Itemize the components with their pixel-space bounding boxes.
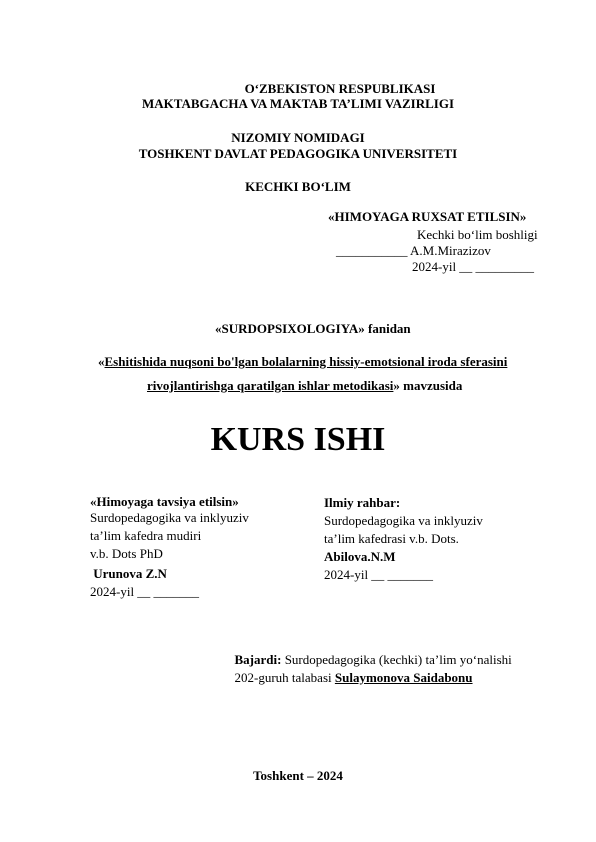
document-title: KURS ISHI <box>210 421 386 458</box>
named-after-heading: NIZOMIY NOMIDAGI <box>231 130 365 145</box>
topic-title-part-1: Eshitishida nuqsoni bo'lgan bolalarning hissiy-emotsional iroda sferasini <box>104 354 508 369</box>
supervisor-title: Ilmiy rahbar: <box>324 495 401 510</box>
topic-suffix: » mavzusida <box>393 378 463 393</box>
approval-signature-line: ___________ A.M.Mirazizov <box>336 243 491 258</box>
recommendation-line-2: ta’lim kafedra mudiri <box>90 528 202 543</box>
recommendation-line-1: Surdopedagogika va inklyuziv <box>90 510 249 525</box>
supervisor-line-1: Surdopedagogika va inklyuziv <box>324 513 483 528</box>
topic-title-part-2: rivojlantirishga qaratilgan ishlar metodikasi <box>147 378 394 393</box>
approval-title: «HIMOYAGA RUXSAT ETILSIN» <box>328 209 527 224</box>
department-heading: KECHKI BO‘LIM <box>245 179 351 194</box>
university-heading: TOSHKENT DAVLAT PEDAGOGIKA UNIVERSITETI <box>138 146 458 161</box>
recommendation-title: «Himoyaga tavsiya etilsin» <box>90 494 239 509</box>
author-label: Bajardi: <box>234 652 282 667</box>
recommendation-name: Urunova Z.N <box>90 566 167 581</box>
recommendation-line-3: v.b. Dots PhD <box>90 546 163 561</box>
supervisor-date-line: 2024-yil __ _______ <box>324 567 434 582</box>
topic-open-quote: « <box>98 354 105 369</box>
author-line-2 <box>228 654 473 686</box>
subject-line: «SURDOPSIXOLOGIYA» fanidan <box>215 321 411 336</box>
ministry-heading: MAKTABGACHA VA MAKTAB TA’LIMI VAZIRLIGI <box>141 96 455 111</box>
author-group: 202-guruh talabasi <box>234 670 335 685</box>
footer-city-year: Toshkent – 2024 <box>253 768 343 783</box>
supervisor-name: Abilova.N.M <box>324 549 396 564</box>
topic-line-1 <box>98 354 507 370</box>
approval-date-line: 2024-yil __ _________ <box>412 259 535 274</box>
topic-line-2 <box>147 378 462 394</box>
approval-position: Kechki bo‘lim boshligi <box>417 227 538 242</box>
recommendation-date-line: 2024-yil __ _______ <box>90 584 200 599</box>
republic-heading: O‘ZBEKISTON RESPUBLIKASI <box>244 81 436 96</box>
supervisor-line-2: ta’lim kafedrasi v.b. Dots. <box>324 531 459 546</box>
author-student-name: Sulaymonova Saidabonu <box>334 670 473 685</box>
author-program: Surdopedagogika (kechki) ta’lim yo‘nalishi <box>281 652 512 667</box>
